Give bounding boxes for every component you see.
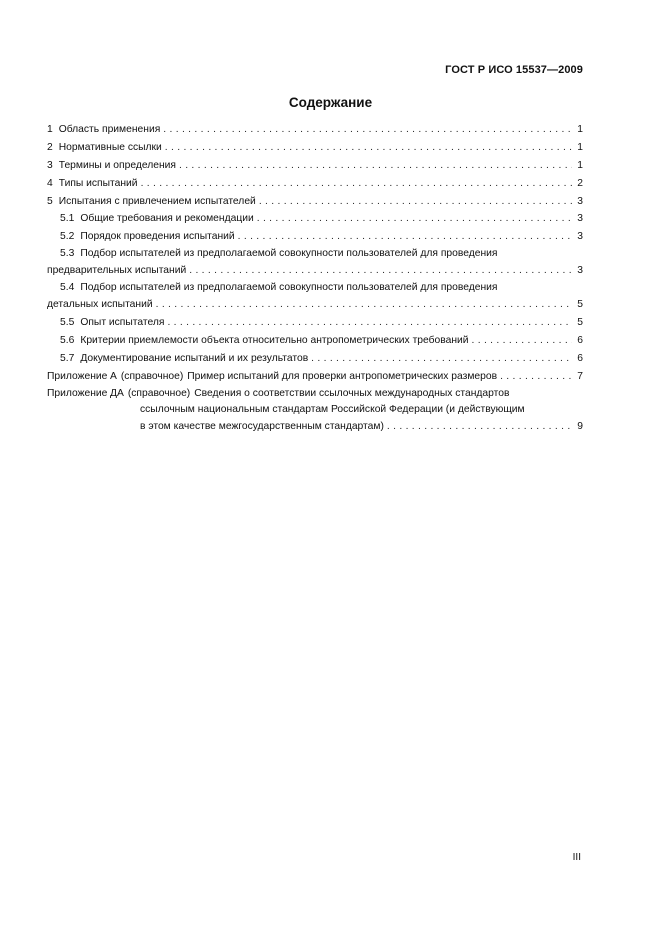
dot-leader	[163, 121, 572, 139]
dot-leader	[259, 193, 572, 211]
toc-page: 1	[577, 159, 583, 171]
toc-appendix-a[interactable]	[47, 368, 583, 386]
toc-page: 3	[577, 213, 583, 225]
toc-number: 3	[47, 159, 53, 171]
toc-title: Нормативные ссылки	[58, 141, 162, 153]
appendix-type: (справочное)	[120, 370, 184, 382]
toc-appendix-da-line3[interactable]	[47, 418, 583, 436]
appendix-title-line2: ссылочным национальным стандартам Российской Федерации (и действующим	[140, 403, 525, 415]
toc-entry-2[interactable]	[47, 139, 583, 157]
toc-title: Область применения	[58, 124, 161, 135]
toc-entry-5-5[interactable]	[47, 314, 583, 332]
toc-entry-5-4-line2[interactable]	[47, 296, 583, 314]
toc-number: 5	[47, 195, 53, 207]
toc-title-line1: Подбор испытателей из предполагаемой совокупности пользователей для проведения	[80, 248, 498, 260]
document-code: ГОСТ Р ИСО 15537—2009	[445, 64, 583, 76]
table-of-contents	[47, 121, 583, 435]
toc-appendix-da-line2[interactable]	[47, 402, 583, 418]
toc-page: 6	[577, 334, 583, 346]
toc-entry-5-7[interactable]	[47, 350, 583, 368]
toc-entry-5-3-line2[interactable]	[47, 262, 583, 280]
appendix-title-line1: Сведения о соответствии ссылочных международных стандартов	[194, 387, 510, 399]
toc-number: 5.6	[60, 334, 75, 346]
appendix-type: (справочное)	[127, 387, 191, 399]
appendix-letter: ДА	[110, 387, 124, 399]
toc-page: 3	[577, 265, 583, 277]
toc-entry-1[interactable]	[47, 121, 583, 139]
toc-page: 7	[577, 370, 583, 382]
dot-leader	[141, 175, 572, 193]
dot-leader	[472, 332, 572, 350]
dot-leader	[500, 368, 572, 386]
toc-number: 5.3	[60, 248, 75, 260]
toc-number: 5.4	[60, 282, 75, 294]
toc-number: 5.7	[60, 352, 75, 364]
toc-page: 3	[577, 231, 583, 243]
toc-page: 5	[577, 299, 583, 311]
toc-number: 5.5	[60, 317, 75, 329]
dot-leader	[257, 210, 572, 228]
dot-leader	[238, 228, 572, 246]
toc-entry-5[interactable]	[47, 193, 583, 211]
toc-page: 2	[577, 177, 583, 189]
dot-leader	[311, 350, 572, 368]
toc-number: 2	[47, 141, 53, 153]
toc-title-line2: детальных испытаний	[47, 299, 153, 311]
toc-entry-4[interactable]	[47, 175, 583, 193]
toc-page: 5	[577, 317, 583, 329]
appendix-letter: А	[110, 370, 117, 382]
appendix-title-line3: в этом качестве межгосударственным стандартам)	[140, 420, 384, 432]
toc-title-line2: предварительных испытаний	[47, 265, 187, 277]
toc-entry-5-1[interactable]	[47, 210, 583, 228]
toc-page: 1	[577, 141, 583, 153]
toc-appendix-da-line1[interactable]	[47, 386, 583, 402]
toc-page: 1	[577, 124, 583, 135]
toc-page: 6	[577, 352, 583, 364]
toc-title: Порядок проведения испытаний	[80, 231, 235, 243]
appendix-label: Приложение	[47, 387, 108, 399]
toc-number: 1	[47, 124, 53, 135]
page-number: III	[572, 852, 581, 863]
toc-number: 5.1	[60, 213, 75, 225]
page-title: Содержание	[288, 95, 373, 110]
toc-page: 9	[577, 420, 583, 432]
toc-title: Общие требования и рекомендации	[80, 213, 254, 225]
toc-entry-5-4-line1[interactable]	[47, 280, 583, 296]
dot-leader	[165, 139, 572, 157]
dot-leader	[156, 296, 572, 314]
toc-title: Типы испытаний	[58, 177, 138, 189]
toc-page: 3	[577, 195, 583, 207]
toc-number: 5.2	[60, 231, 75, 243]
toc-entry-3[interactable]	[47, 157, 583, 175]
toc-title: Термины и определения	[58, 159, 176, 171]
toc-title: Документирование испытаний и их результатов	[80, 352, 309, 364]
toc-title: Испытания с привлечением испытателей	[58, 195, 256, 207]
dot-leader	[189, 262, 572, 280]
dot-leader	[179, 157, 572, 175]
appendix-label: Приложение	[47, 370, 108, 382]
dot-leader	[167, 314, 572, 332]
toc-entry-5-3-line1[interactable]	[47, 246, 583, 262]
toc-title-line1: Подбор испытателей из предполагаемой совокупности пользователей для проведения	[80, 282, 498, 294]
toc-title: Критерии приемлемости объекта относительно антропометрических требований	[80, 334, 469, 346]
toc-entry-5-6[interactable]	[47, 332, 583, 350]
appendix-title: Пример испытаний для проверки антропометрических размеров	[187, 370, 498, 382]
toc-entry-5-2[interactable]	[47, 228, 583, 246]
dot-leader	[387, 418, 572, 436]
toc-number: 4	[47, 177, 53, 189]
toc-title: Опыт испытателя	[80, 317, 165, 329]
